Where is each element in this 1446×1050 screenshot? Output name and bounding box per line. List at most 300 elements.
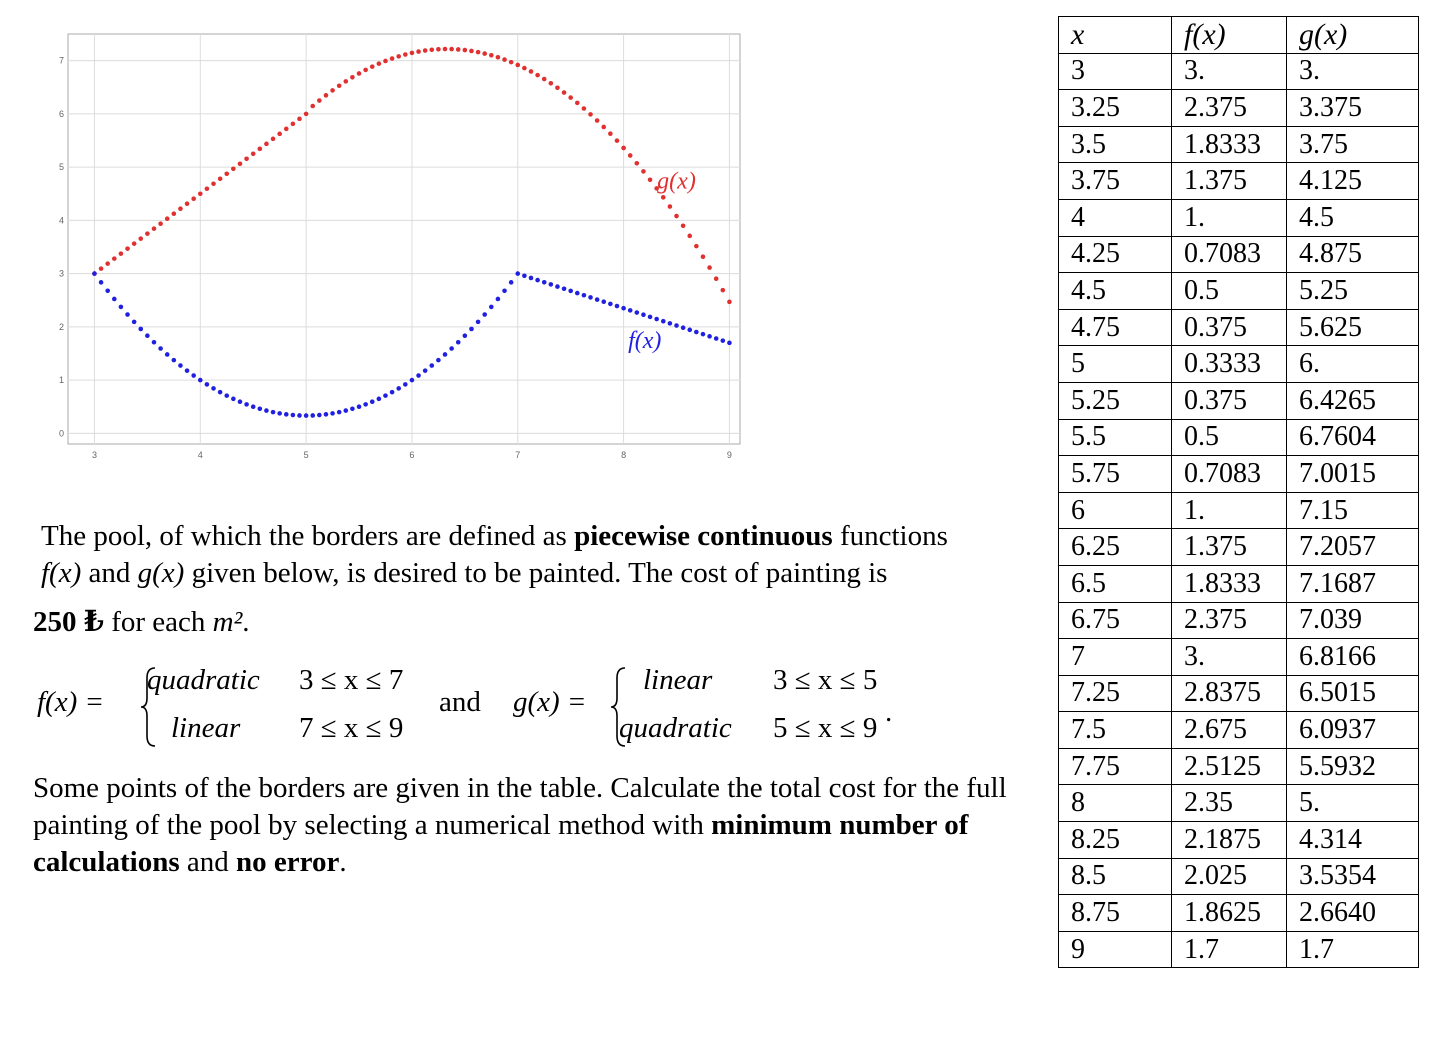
point-g bbox=[648, 177, 653, 182]
cell-fx: 1. bbox=[1172, 492, 1287, 529]
piecewise-definitions bbox=[33, 656, 1033, 756]
cell-x: 5.75 bbox=[1059, 456, 1172, 493]
point-g bbox=[721, 288, 726, 293]
x-tick-label: 6 bbox=[409, 450, 415, 460]
point-g bbox=[363, 68, 368, 73]
cell-x: 4.75 bbox=[1059, 309, 1172, 346]
cell-fx: 2.025 bbox=[1172, 858, 1287, 895]
point-g bbox=[641, 169, 646, 174]
point-g bbox=[681, 223, 686, 228]
header-fx: f(x) bbox=[1172, 17, 1287, 54]
point-f bbox=[449, 346, 454, 351]
problem-unit: m² bbox=[212, 606, 243, 638]
point-g bbox=[158, 221, 163, 226]
point-f bbox=[125, 312, 130, 317]
table-row bbox=[1059, 602, 1419, 639]
point-g bbox=[310, 104, 315, 109]
point-f bbox=[654, 317, 659, 322]
point-f bbox=[258, 407, 263, 412]
cell-x: 3.5 bbox=[1059, 126, 1172, 163]
point-g bbox=[509, 60, 514, 65]
point-f bbox=[601, 299, 606, 304]
cell-gx: 2.6640 bbox=[1287, 895, 1419, 932]
point-f bbox=[615, 304, 620, 309]
cell-x: 7 bbox=[1059, 639, 1172, 676]
cell-x: 9 bbox=[1059, 931, 1172, 968]
x-tick-label: 9 bbox=[726, 450, 732, 460]
x-tick-label: 3 bbox=[91, 450, 97, 460]
table-row bbox=[1059, 163, 1419, 200]
cell-x: 4.25 bbox=[1059, 236, 1172, 273]
point-g bbox=[119, 251, 124, 256]
point-f bbox=[416, 373, 421, 378]
cell-fx: 1. bbox=[1172, 199, 1287, 236]
point-g bbox=[416, 49, 421, 54]
point-g bbox=[244, 156, 249, 161]
point-g bbox=[429, 47, 434, 52]
point-g bbox=[529, 69, 534, 74]
point-g bbox=[463, 48, 468, 53]
problem-intro-3: given below, is desired to be painted. The cost of painting is bbox=[184, 557, 888, 589]
point-f bbox=[535, 278, 540, 283]
point-f bbox=[727, 341, 732, 346]
cell-gx: 3. bbox=[1287, 53, 1419, 90]
cell-gx: 5. bbox=[1287, 785, 1419, 822]
point-g bbox=[231, 166, 236, 171]
point-f bbox=[145, 333, 150, 338]
point-f bbox=[674, 323, 679, 328]
plot-frame bbox=[68, 34, 740, 444]
point-g bbox=[218, 176, 223, 181]
border-plot-svg bbox=[52, 26, 752, 466]
point-g bbox=[251, 152, 256, 157]
table-row bbox=[1059, 382, 1419, 419]
cell-gx: 4.875 bbox=[1287, 236, 1419, 273]
x-tick-label: 7 bbox=[515, 450, 521, 460]
point-g bbox=[370, 64, 375, 69]
problem-period: . bbox=[242, 606, 250, 638]
point-g bbox=[191, 196, 196, 201]
header-gx: g(x) bbox=[1287, 17, 1419, 54]
table-row bbox=[1059, 529, 1419, 566]
table-row bbox=[1059, 565, 1419, 602]
point-g bbox=[555, 85, 560, 90]
point-f bbox=[343, 408, 348, 413]
problem-intro-2: functions bbox=[832, 520, 948, 552]
cell-gx: 6. bbox=[1287, 346, 1419, 383]
g-case1-range: 3 ≤ x ≤ 5 bbox=[773, 664, 878, 696]
point-g bbox=[608, 131, 613, 136]
point-g bbox=[436, 47, 441, 52]
cell-gx: 4.314 bbox=[1287, 822, 1419, 859]
point-g bbox=[701, 254, 706, 259]
point-f bbox=[436, 358, 441, 363]
point-g bbox=[297, 117, 302, 122]
y-tick-label: 2 bbox=[58, 321, 64, 332]
cell-fx: 1.8625 bbox=[1172, 895, 1287, 932]
point-f bbox=[231, 397, 236, 402]
cell-x: 7.25 bbox=[1059, 675, 1172, 712]
cell-gx: 1.7 bbox=[1287, 931, 1419, 968]
cell-x: 3.25 bbox=[1059, 90, 1172, 127]
border-plot bbox=[52, 26, 752, 466]
point-f bbox=[317, 413, 322, 418]
point-g bbox=[165, 216, 170, 221]
table-row bbox=[1059, 53, 1419, 90]
point-f bbox=[608, 302, 613, 307]
table-row bbox=[1059, 858, 1419, 895]
table-row bbox=[1059, 785, 1419, 822]
cell-x: 6.5 bbox=[1059, 565, 1172, 602]
header-x: x bbox=[1059, 17, 1172, 54]
point-f bbox=[714, 336, 719, 341]
cell-x: 4 bbox=[1059, 199, 1172, 236]
point-g bbox=[264, 142, 269, 147]
point-f bbox=[112, 297, 117, 302]
cell-fx: 0.5 bbox=[1172, 273, 1287, 310]
point-f bbox=[119, 305, 124, 310]
point-g bbox=[502, 57, 507, 62]
point-f bbox=[99, 280, 104, 285]
point-f bbox=[628, 308, 633, 313]
cell-fx: 0.375 bbox=[1172, 382, 1287, 419]
cell-fx: 2.35 bbox=[1172, 785, 1287, 822]
point-g bbox=[132, 241, 137, 246]
point-f bbox=[529, 276, 534, 281]
point-f bbox=[363, 402, 368, 407]
cell-gx: 3.75 bbox=[1287, 126, 1419, 163]
point-f bbox=[502, 289, 507, 294]
x-tick-label: 8 bbox=[621, 450, 627, 460]
point-f bbox=[549, 282, 554, 287]
point-g bbox=[582, 106, 587, 111]
point-f bbox=[410, 378, 415, 383]
table-row bbox=[1059, 199, 1419, 236]
cell-gx: 5.625 bbox=[1287, 309, 1419, 346]
cell-fx: 0.7083 bbox=[1172, 236, 1287, 273]
point-f bbox=[694, 330, 699, 335]
point-f bbox=[648, 315, 653, 320]
point-f bbox=[224, 393, 229, 398]
point-g bbox=[377, 61, 382, 66]
point-f bbox=[218, 390, 223, 395]
point-g bbox=[138, 236, 143, 241]
problem-intro-1: The pool, of which the borders are defined as bbox=[41, 520, 575, 552]
point-g bbox=[443, 47, 448, 52]
point-f bbox=[555, 284, 560, 289]
point-f bbox=[721, 338, 726, 343]
point-g bbox=[489, 53, 494, 58]
cell-x: 5.5 bbox=[1059, 419, 1172, 456]
task-bold-no-error: no error bbox=[236, 846, 340, 878]
point-g bbox=[99, 266, 104, 271]
cell-x: 7.75 bbox=[1059, 748, 1172, 785]
table-row bbox=[1059, 346, 1419, 383]
point-g bbox=[350, 75, 355, 80]
point-g bbox=[410, 51, 415, 56]
g-lhs: g(x) = bbox=[513, 686, 587, 718]
point-f bbox=[324, 412, 329, 417]
cell-x: 6 bbox=[1059, 492, 1172, 529]
table-row bbox=[1059, 675, 1419, 712]
point-g bbox=[601, 125, 606, 130]
point-g bbox=[661, 195, 666, 200]
f-case1-range: 3 ≤ x ≤ 7 bbox=[299, 664, 404, 696]
point-f bbox=[284, 412, 289, 417]
y-tick-label: 3 bbox=[58, 268, 64, 279]
point-g bbox=[125, 246, 130, 251]
point-f bbox=[271, 410, 276, 415]
point-g bbox=[496, 55, 501, 60]
problem-g-label: g(x) bbox=[137, 557, 185, 589]
cell-gx: 6.0937 bbox=[1287, 712, 1419, 749]
point-f bbox=[568, 289, 573, 294]
point-g bbox=[549, 81, 554, 86]
point-g bbox=[390, 56, 395, 61]
cell-x: 4.5 bbox=[1059, 273, 1172, 310]
problem-bold-piecewise: piecewise continuous bbox=[574, 520, 833, 552]
point-f bbox=[350, 407, 355, 412]
point-f bbox=[277, 411, 282, 416]
point-g bbox=[562, 90, 567, 95]
point-g bbox=[145, 231, 150, 236]
point-f bbox=[687, 328, 692, 333]
point-f bbox=[575, 291, 580, 296]
point-g bbox=[423, 48, 428, 53]
point-g bbox=[615, 138, 620, 143]
cell-gx: 7.0015 bbox=[1287, 456, 1419, 493]
point-f bbox=[582, 293, 587, 298]
point-f bbox=[337, 410, 342, 415]
point-g bbox=[456, 47, 461, 52]
point-f bbox=[377, 397, 382, 402]
point-f bbox=[105, 289, 110, 294]
cell-gx: 6.4265 bbox=[1287, 382, 1419, 419]
point-f bbox=[172, 358, 177, 363]
cell-x: 5.25 bbox=[1059, 382, 1172, 419]
cell-fx: 1.7 bbox=[1172, 931, 1287, 968]
point-f bbox=[595, 297, 600, 302]
table-row bbox=[1059, 931, 1419, 968]
g-case1-type: linear bbox=[643, 664, 713, 696]
problem-f-label: f(x) bbox=[41, 557, 82, 589]
g-case2-type: quadratic bbox=[619, 712, 732, 744]
point-f bbox=[423, 368, 428, 373]
cell-gx: 7.2057 bbox=[1287, 529, 1419, 566]
point-g bbox=[628, 153, 633, 158]
cell-gx: 4.125 bbox=[1287, 163, 1419, 200]
cell-gx: 7.039 bbox=[1287, 602, 1419, 639]
point-f bbox=[185, 368, 190, 373]
point-f bbox=[138, 327, 143, 332]
point-g bbox=[568, 95, 573, 100]
cell-gx: 5.25 bbox=[1287, 273, 1419, 310]
point-f bbox=[429, 363, 434, 368]
series-label-f: f(x) bbox=[628, 328, 662, 355]
point-f bbox=[92, 271, 97, 276]
cell-gx: 7.1687 bbox=[1287, 565, 1419, 602]
point-g bbox=[317, 98, 322, 103]
point-f bbox=[635, 310, 640, 315]
y-tick-label: 7 bbox=[58, 55, 64, 66]
point-g bbox=[635, 161, 640, 166]
table-row bbox=[1059, 712, 1419, 749]
y-tick-label: 0 bbox=[58, 428, 64, 439]
point-f bbox=[383, 393, 388, 398]
cell-fx: 0.5 bbox=[1172, 419, 1287, 456]
point-f bbox=[522, 273, 527, 278]
table-row bbox=[1059, 492, 1419, 529]
point-g bbox=[575, 101, 580, 106]
point-f bbox=[509, 280, 514, 285]
cell-x: 8 bbox=[1059, 785, 1172, 822]
point-f bbox=[310, 413, 315, 418]
point-g bbox=[357, 71, 362, 76]
cell-fx: 2.8375 bbox=[1172, 675, 1287, 712]
cell-gx: 6.8166 bbox=[1287, 639, 1419, 676]
point-f bbox=[205, 382, 210, 387]
cell-fx: 1.8333 bbox=[1172, 565, 1287, 602]
point-g bbox=[238, 161, 243, 166]
problem-statement bbox=[33, 518, 1043, 641]
g-end-period: . bbox=[885, 696, 893, 728]
point-g bbox=[304, 112, 309, 117]
point-g bbox=[291, 122, 296, 127]
series-label-g: g(x) bbox=[657, 168, 696, 195]
cell-x: 8.25 bbox=[1059, 822, 1172, 859]
point-f bbox=[707, 334, 712, 339]
problem-and: and bbox=[81, 557, 138, 589]
cell-x: 8.5 bbox=[1059, 858, 1172, 895]
point-f bbox=[370, 399, 375, 404]
table-row bbox=[1059, 236, 1419, 273]
table-row bbox=[1059, 895, 1419, 932]
point-f bbox=[291, 413, 296, 418]
point-f bbox=[297, 413, 302, 418]
point-g bbox=[258, 147, 263, 152]
point-g bbox=[714, 276, 719, 281]
table-row bbox=[1059, 273, 1419, 310]
point-g bbox=[694, 244, 699, 249]
cell-x: 7.5 bbox=[1059, 712, 1172, 749]
problem-for-each: for each bbox=[103, 606, 213, 638]
point-g bbox=[396, 54, 401, 59]
point-f bbox=[211, 386, 216, 391]
table-row bbox=[1059, 126, 1419, 163]
point-f bbox=[152, 340, 157, 345]
point-f bbox=[641, 312, 646, 317]
cell-x: 5 bbox=[1059, 346, 1172, 383]
cell-fx: 0.375 bbox=[1172, 309, 1287, 346]
cell-gx: 3.5354 bbox=[1287, 858, 1419, 895]
point-f bbox=[390, 390, 395, 395]
cell-gx: 6.7604 bbox=[1287, 419, 1419, 456]
table-row bbox=[1059, 90, 1419, 127]
point-f bbox=[244, 402, 249, 407]
point-g bbox=[185, 201, 190, 206]
point-f bbox=[463, 333, 468, 338]
point-f bbox=[681, 325, 686, 330]
point-f bbox=[482, 312, 487, 317]
point-g bbox=[178, 206, 183, 211]
point-g bbox=[707, 265, 712, 270]
point-g bbox=[198, 191, 203, 196]
table-row bbox=[1059, 419, 1419, 456]
point-f bbox=[476, 320, 481, 325]
cell-fx: 2.375 bbox=[1172, 90, 1287, 127]
y-tick-label: 5 bbox=[58, 162, 64, 173]
point-f bbox=[251, 404, 256, 409]
point-g bbox=[668, 204, 673, 209]
cell-fx: 3. bbox=[1172, 639, 1287, 676]
cell-gx: 6.5015 bbox=[1287, 675, 1419, 712]
point-g bbox=[330, 88, 335, 93]
point-f bbox=[264, 408, 269, 413]
point-f bbox=[198, 378, 203, 383]
point-f bbox=[668, 321, 673, 326]
point-f bbox=[489, 305, 494, 310]
point-f bbox=[621, 306, 626, 311]
table-row bbox=[1059, 639, 1419, 676]
cell-fx: 2.375 bbox=[1172, 602, 1287, 639]
task-text-2: and bbox=[179, 846, 236, 878]
point-f bbox=[132, 320, 137, 325]
table-row bbox=[1059, 822, 1419, 859]
point-g bbox=[476, 50, 481, 55]
point-g bbox=[284, 127, 289, 132]
g-case2-range: 5 ≤ x ≤ 9 bbox=[773, 712, 878, 744]
point-g bbox=[383, 59, 388, 64]
point-f bbox=[357, 404, 362, 409]
cell-fx: 3. bbox=[1172, 53, 1287, 90]
x-tick-label: 4 bbox=[197, 450, 203, 460]
cell-fx: 2.5125 bbox=[1172, 748, 1287, 785]
cell-x: 3 bbox=[1059, 53, 1172, 90]
cell-fx: 1.375 bbox=[1172, 163, 1287, 200]
y-tick-label: 4 bbox=[58, 215, 64, 226]
point-g bbox=[337, 83, 342, 88]
point-f bbox=[191, 373, 196, 378]
table-row bbox=[1059, 456, 1419, 493]
cell-fx: 1.375 bbox=[1172, 529, 1287, 566]
point-g bbox=[205, 186, 210, 191]
point-f bbox=[701, 332, 706, 337]
task-text-1: Some points of the borders are given in the table. Calculate the total cost for the full painting of the pool by selecting a numerical method with bbox=[33, 772, 1007, 841]
point-f bbox=[469, 327, 474, 332]
cell-gx: 4.5 bbox=[1287, 199, 1419, 236]
point-g bbox=[522, 66, 527, 71]
point-g bbox=[343, 79, 348, 84]
point-g bbox=[674, 214, 679, 219]
cell-gx: 3.375 bbox=[1287, 90, 1419, 127]
cell-x: 6.75 bbox=[1059, 602, 1172, 639]
task-bold-min-calc: minimum number of calculations bbox=[33, 809, 969, 878]
point-f bbox=[443, 352, 448, 357]
values-table bbox=[1058, 16, 1419, 968]
cell-fx: 1.8333 bbox=[1172, 126, 1287, 163]
point-f bbox=[396, 386, 401, 391]
cell-fx: 2.675 bbox=[1172, 712, 1287, 749]
point-f bbox=[330, 411, 335, 416]
point-f bbox=[403, 382, 408, 387]
point-g bbox=[687, 234, 692, 239]
point-g bbox=[152, 226, 157, 231]
cell-gx: 7.15 bbox=[1287, 492, 1419, 529]
point-g bbox=[535, 73, 540, 78]
y-tick-label: 6 bbox=[58, 108, 64, 119]
y-tick-label: 1 bbox=[58, 375, 64, 386]
point-f bbox=[562, 286, 567, 291]
